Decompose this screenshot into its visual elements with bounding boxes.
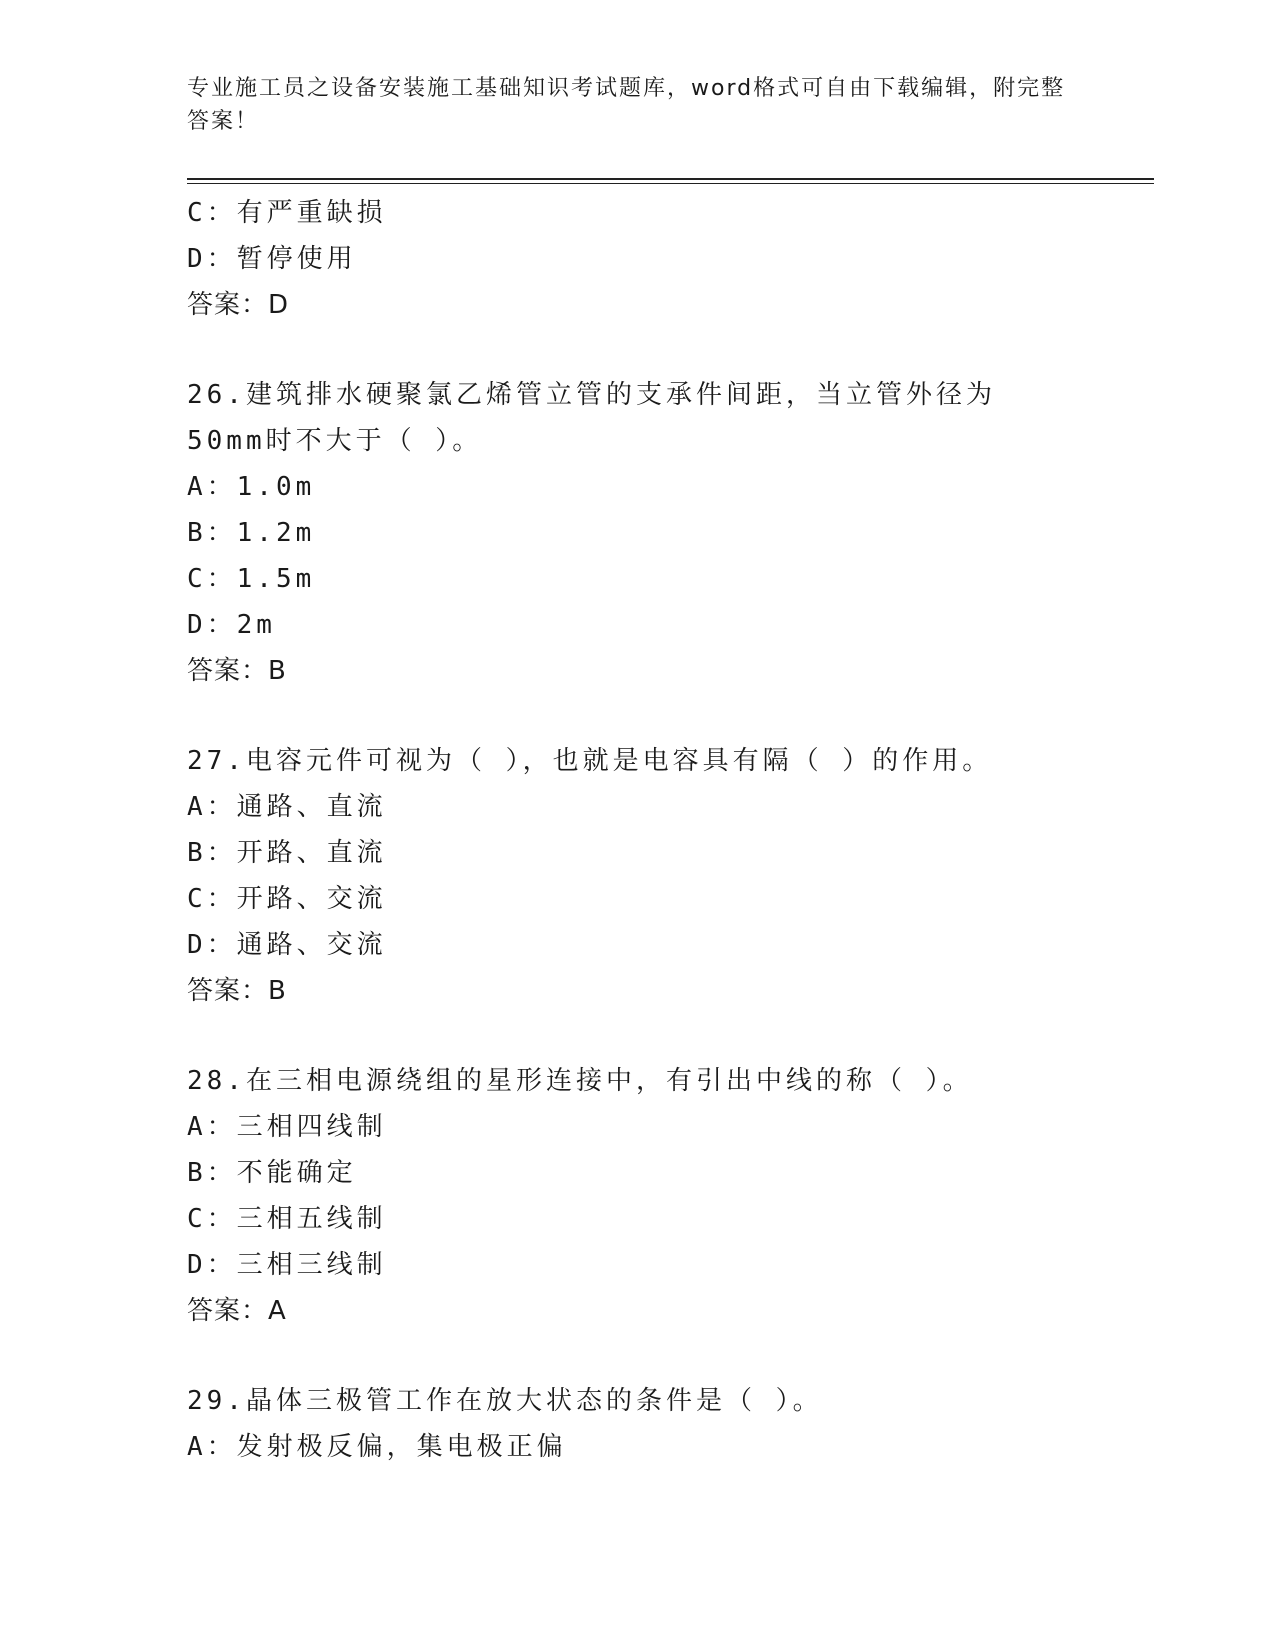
option: D：三相三线制 [187, 1250, 387, 1280]
question-28 [187, 1058, 1067, 1334]
answer: 答案：B [187, 976, 287, 1006]
option: D：通路、交流 [187, 930, 387, 960]
option: A：发射极反偏，集电极正偏 [187, 1432, 567, 1462]
option: A：1.0m [187, 472, 316, 502]
option: B：不能确定 [187, 1158, 357, 1188]
question-text: 27.电容元件可视为（ ），也就是电容具有隔（ ）的作用。 [187, 746, 993, 776]
question-27 [187, 738, 1067, 1014]
question-text: 28.在三相电源绕组的星形连接中，有引出中线的称（ ）。 [187, 1066, 973, 1096]
option: D：暂停使用 [187, 244, 357, 274]
answer: 答案：D [187, 290, 290, 320]
question-text: 29.晶体三极管工作在放大状态的条件是（ ）。 [187, 1386, 823, 1416]
option: B：1.2m [187, 518, 316, 548]
option: C：1.5m [187, 564, 316, 594]
document-header: 专业施工员之设备安装施工基础知识考试题库，word格式可自由下载编辑，附完整答案！ [187, 76, 1066, 134]
option: D：2m [187, 610, 276, 640]
question-text: 26.建筑排水硬聚氯乙烯管立管的支承件间距，当立管外径为50mm时不大于（ ）。 [187, 380, 996, 456]
answer: 答案：B [187, 656, 287, 686]
header-divider-thick [187, 178, 1154, 180]
question-29 [187, 1378, 1067, 1470]
question-26 [187, 372, 1067, 694]
option: B：开路、直流 [187, 838, 387, 868]
option: A：通路、直流 [187, 792, 387, 822]
carryover-block [187, 190, 1067, 328]
document-body [187, 190, 1067, 1470]
option: C：有严重缺损 [187, 198, 387, 228]
answer: 答案：A [187, 1296, 287, 1326]
option: A：三相四线制 [187, 1112, 387, 1142]
option: C：开路、交流 [187, 884, 387, 914]
option: C：三相五线制 [187, 1204, 387, 1234]
header-divider-thin [187, 183, 1154, 184]
